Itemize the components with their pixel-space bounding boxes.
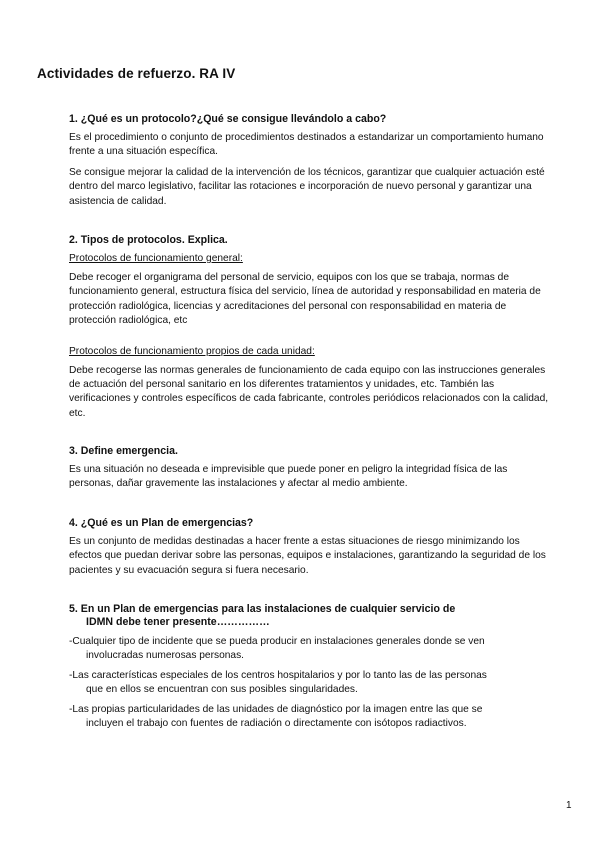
question-3 <box>69 445 551 492</box>
question-2-subheading-2: Protocolos de funcionamiento propios de cada unidad: <box>69 345 315 357</box>
question-2-heading: 2. Tipos de protocolos. Explica. <box>69 234 228 246</box>
question-5-list <box>69 635 499 731</box>
page-number: 1 <box>566 800 572 811</box>
question-5 <box>69 603 499 731</box>
question-2-answer-1: Debe recoger el organigrama del personal de servicio, equipos con los que se trabaja, normas de funcionamiento general, estructura física del servicio, línea de autoridad y responsabilidad en materia de protección radiológica, licencias y acreditaciones del personal con responsabilidad en materia de protección radiológica, etc <box>69 272 541 327</box>
list-item: -Las propias particularidades de las unidades de diagnóstico por la imagen entre las que se incluyen el trabajo con fuentes de radiación o directamente con isótopos radiactivos. <box>69 703 483 730</box>
question-1-heading: 1. ¿Qué es un protocolo?¿Qué se consigue llevándolo a cabo? <box>69 113 387 125</box>
question-3-heading: 3. Define emergencia. <box>69 445 178 457</box>
question-5-heading-line-2: IDMN debe tener presente…………… <box>86 616 270 628</box>
question-4 <box>69 517 551 578</box>
document-title: Actividades de refuerzo. RA IV <box>37 66 236 81</box>
question-1-answer-1: Es el procedimiento o conjunto de procedimientos destinados a estandarizar un comportamiento humano frente a una situación específica. <box>69 132 544 158</box>
question-1-answer-2: Se consigue mejorar la calidad de la intervención de los técnicos, garantizar que cualquier actuación esté dentro del marco legislativo, facilitar las rotaciones e incorporación de nuevo personal y garantizar una asistencia de calidad. <box>69 166 545 207</box>
question-2 <box>69 234 551 421</box>
question-4-heading: 4. ¿Qué es un Plan de emergencias? <box>69 517 254 529</box>
list-item: -Cualquier tipo de incidente que se pueda producir en instalaciones generales donde se ven involucradas numerosas personas. <box>69 636 485 662</box>
question-2-answer-2: Debe recogerse las normas generales de funcionamiento de cada equipo con las instrucciones generales de actuación del personal sanitario en los diferentes tratamientos y unidades, etc. También las verificaciones y controles específicos de cada fabricante, controles periódicos relacionados con la calidad, etc. <box>69 364 549 419</box>
question-5-heading <box>69 603 499 629</box>
question-4-answer: Es un conjunto de medidas destinadas a hacer frente a estas situaciones de riesgo minimizando los efectos que puedan derivar sobre las personas, equipos e instalaciones, garantizando la seguridad de los pacientes y su evacuación segura si fuera necesario. <box>69 536 546 576</box>
question-2-subheading-1: Protocolos de funcionamiento general: <box>69 253 243 264</box>
question-5-heading-line-1: 5. En un Plan de emergencias para las instalaciones de cualquier servicio de <box>69 603 456 615</box>
question-1 <box>69 113 551 209</box>
list-item: -Las características especiales de los centros hospitalarios y por lo tanto las de las personas que en ellos se encuentran con sus posibles singularidades. <box>69 669 487 696</box>
question-3-answer: Es una situación no deseada e imprevisible que puede poner en peligro la integridad física de las personas, dañar gravemente las instalaciones y afectar al medio ambiente. <box>69 464 508 490</box>
